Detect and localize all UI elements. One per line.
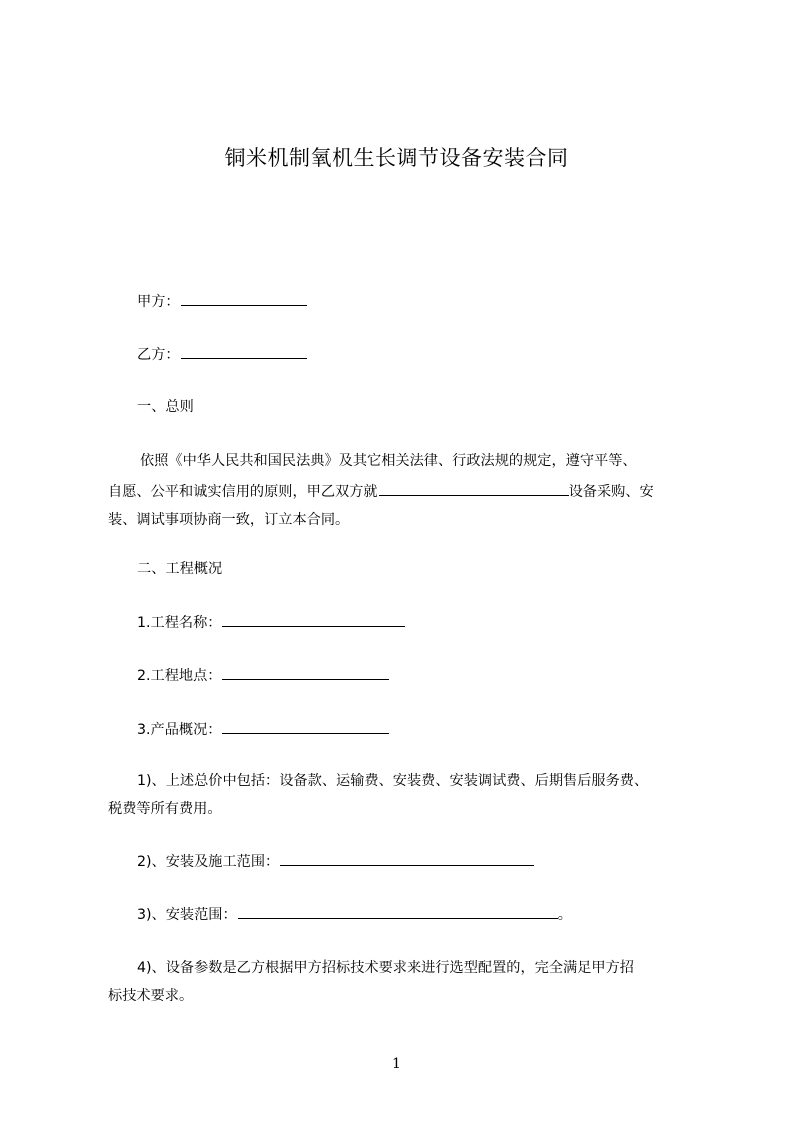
- sub2-label: 2)、安装及施工范围：: [137, 854, 280, 870]
- section1-para-line2: [108, 481, 654, 502]
- item2-line: [137, 665, 389, 686]
- section1-para-line2-end: 设备采购、安: [568, 484, 654, 500]
- section1-para-line3: 装、调试事项协商一致，订立本合同。: [108, 512, 350, 528]
- sub3-label: 3)、安装范围：: [137, 907, 237, 923]
- contract-title: 铜米机制氧机生长调节设备安装合同: [224, 146, 569, 170]
- project-name-blank[interactable]: [379, 481, 569, 496]
- construction-scope-blank[interactable]: [280, 851, 534, 866]
- section1-para-line2-start: 自愿、公平和诚实信用的原则，甲乙双方就: [108, 484, 378, 500]
- section1-para-line1: 依照《中华人民共和国民法典》及其它相关法律、行政法规的规定，遵守平等、: [140, 453, 637, 469]
- item3-line: [137, 719, 389, 740]
- sub4-line2: 标技术要求。: [108, 988, 194, 1004]
- party-a-label: 甲方：: [137, 294, 180, 310]
- project-location-blank[interactable]: [222, 665, 389, 680]
- item1-line: [137, 612, 405, 633]
- sub1-line1: 1)、上述总价中包括：设备款、运输费、安装费、安装调试费、后期售后服务费、: [137, 773, 649, 789]
- sub3-line: [137, 904, 572, 925]
- installation-scope-blank[interactable]: [238, 904, 558, 919]
- party-a-blank[interactable]: [181, 291, 307, 306]
- sub1-line2: 税费等所有费用。: [108, 801, 222, 817]
- sub3-suffix: 。: [557, 907, 572, 923]
- project-title-blank[interactable]: [222, 612, 405, 627]
- party-b-label: 乙方：: [137, 347, 180, 363]
- page-number: 1: [392, 1056, 401, 1072]
- party-b-line: [137, 344, 307, 365]
- product-overview-blank[interactable]: [222, 719, 389, 734]
- sub4-line1: 4)、设备参数是乙方根据甲方招标技术要求来进行选型配置的，完全满足甲方招: [137, 960, 634, 976]
- party-a-line: [137, 291, 307, 312]
- item1-label: 1.工程名称：: [137, 615, 222, 631]
- item2-label: 2.工程地点：: [137, 668, 222, 684]
- party-b-blank[interactable]: [181, 344, 307, 359]
- section1-heading: 一、总则: [137, 399, 194, 415]
- sub2-line: [137, 851, 534, 872]
- section2-heading: 二、工程概况: [137, 561, 223, 577]
- item3-label: 3.产品概况：: [137, 722, 222, 738]
